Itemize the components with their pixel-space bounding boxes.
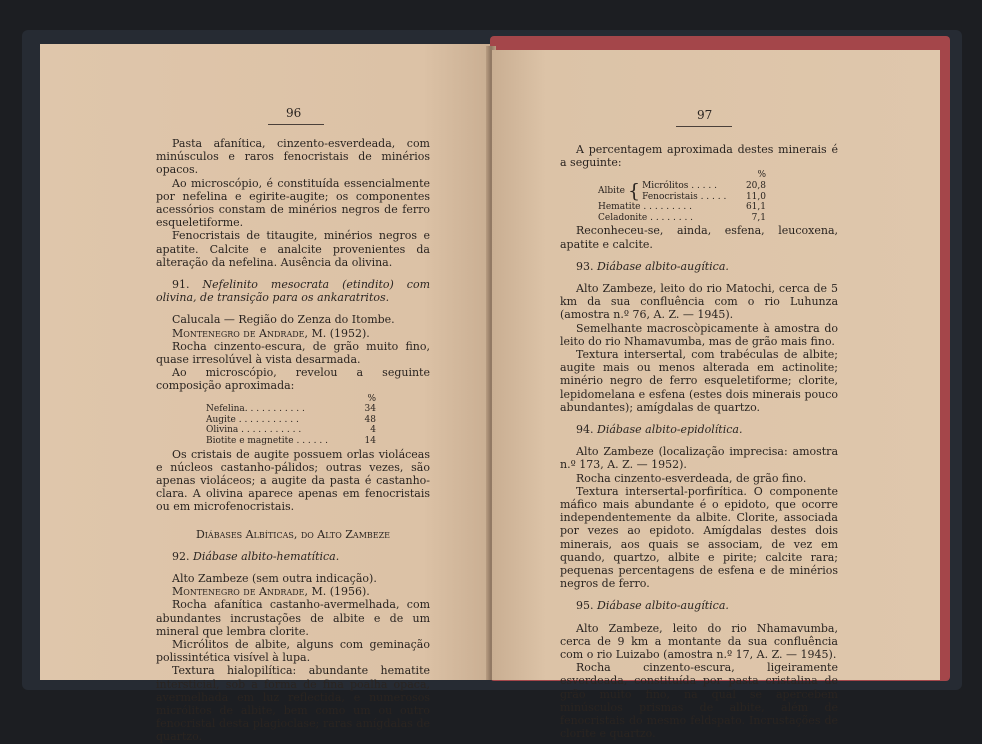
right-page-body [560,143,838,740]
table-row: Biotite e magnetite . . . . . . 14 [206,436,376,447]
section-title: Diábase albito-augítica. [597,259,729,273]
section-title: Diábase albito-hematítica. [193,549,340,563]
paragraph: Textura intersertal, com trabéculas de albite; augite mais ou menos alterada em actinolite; minério negro de ferro esqueletiforme; clorite, lepidomelana e esfena (estes dois minerais pouco abundantes); amígdalas de quartzo. [560,348,838,414]
section-91-heading: 91. Nefelinito mesocrata (etindito) com olivina, de transição para os ankaratritos. [156,278,431,305]
section-title: Diábase albito-epidolítica. [597,423,743,437]
table-unit: % [757,170,766,181]
paragraph: Textura intersertal-porfirítica. O componente máfico mais abundante é o epidoto, que ocorre independentemente da albite. Clorite, associada por vezes ao epidoto. Amígdalas destes dois minerais, aos quais se associam, de vez em quando, quartzo, albite e pirite; calcite rara; pequenas percentagens de esfena e de minérios negros de ferro. [560,484,838,591]
left-page [40,44,490,744]
table-row: Fenocristais . . . . . 11,0 [642,191,766,202]
page-number-rule [268,124,324,125]
table-row: Nefelina. . . . . . . . . . . 34 [206,404,376,415]
composition-table [598,170,766,223]
page-number-rule [676,126,732,127]
paragraph: Ao microscópio, é constituída essencialmente por nefelina e egirite-augite; os componentes acessórios constam de minérios negros de ferro esqueletiforme. [156,176,430,230]
section-92-heading: 92. Diábase albito-hematítica. [172,549,340,563]
section-93-heading: 93. Diábase albito-augítica. [576,259,729,273]
paragraph: Rocha cinzento-esverdeada, de grão fino. [576,471,807,485]
locality: Alto Zambeze (sem outra indicação). [172,572,377,586]
brace-icon: { [628,180,641,203]
paragraph: Os cristais de augite possuem orlas violáceas e núcleos castanho-pálidos; outras vezes, são apenas violáceos; a augite da pasta é castanho-clara. A olivina aparece apenas em fenocristais ou em microfenocristais. [156,447,430,514]
reference: Montenegro de Andrade, M. (1952). [172,326,370,340]
table-row: Olivina . . . . . . . . . . . 4 [206,425,376,436]
chapter-heading: Diábases Albíticas, do Alto Zambeze [195,527,391,541]
reference: Montenegro de Andrade, M. (1956). [172,585,370,599]
table-row: Augite . . . . . . . . . . . 48 [206,414,376,425]
table-row: Hematite . . . . . . . . . 61,1 [598,202,766,213]
paragraph: Rocha cinzento-escura, ligeiramente esverdeada, constituída por pasta cristalina de grão muito fino, na qual se apercebem minúsculos prismas de albite, além de fenocristais do mesmo feldspato. Incrustações de clorite e quartzo. [560,661,838,741]
paragraph: Reconheceu-se, ainda, esfena, leucoxena, apatite e calcite. [560,224,838,251]
paragraph: Micrólitos de albite, alguns com geminação polissintética visível à lupa. [156,638,430,665]
paragraph: Rocha cinzento-escura, de grão muito fino, quase irresolúvel à vista desarmada. [156,339,430,367]
table-row: Celadonite . . . . . . . . 7,1 [598,212,766,223]
section-94-heading: 94. Diábase albito-epidolítica. [576,423,743,437]
paragraph: Textura hialopilítica: abundante hematite intersticial, sob a forma de fina poalha opaca, avermelhada em luz reflectida, e numerosos micrólitos de albite, bem como um ou outro fenocristal desta plagioclase; raras amígdalas de quartzo. [156,664,430,744]
paragraph: A percentagem aproximada destes minerais é a seguinte: [560,143,838,170]
section-title: Nefelinito mesocrata (etindito) com olivina, de transição para os ankaratritos. [156,278,431,305]
right-page [492,50,940,741]
section-95-heading: 95. Diábase albito-augítica. [576,599,729,613]
paragraph: Rocha afanítica castanho-avermelhada, com abundantes incrustações de albite e de um mineral que lembra clorite. [156,598,430,638]
locality: Calucala — Região do Zenza do Itombe. [172,313,395,327]
table-row: Micrólitos . . . . . 20,8 [642,181,766,191]
paragraph: Pasta afanítica, cinzento-esverdeada, com minúsculos e raros fenocristais de minérios opacos. [156,137,430,177]
locality: Alto Zambeze (localização imprecisa: amostra n.º 173, A. Z. — 1952). [560,445,838,472]
table-unit: % [367,393,376,404]
page-number: 97 [697,108,713,122]
paragraph: Ao microscópio, revelou a seguinte composição aproximada: [156,366,430,393]
section-title: Diábase albito-augítica. [597,599,729,613]
left-page-body [156,137,430,744]
albite-group [598,181,766,202]
page-number: 96 [286,106,302,120]
locality: Alto Zambeze, leito do rio Matochi, cerca de 5 km da sua confluência com o rio Luhunza (amostra n.º 76, A. Z. — 1945). [560,281,838,322]
paragraph: Semelhante macroscòpicamente à amostra do leito do rio Nhamavumba, mas de grão mais fino. [560,321,838,348]
locality: Alto Zambeze, leito do rio Nhamavumba, cerca de 9 km a montante da sua confluência com o rio Luizabo (amostra n.º 17, A. Z. — 1945). [560,621,838,662]
albite-label: Albite [598,186,625,197]
composition-table [206,394,376,447]
paragraph: Fenocristais de titaugite, minérios negros e apatite. Calcite e analcite provenientes da alteração da nefelina. Ausência da olivina. [156,229,430,269]
